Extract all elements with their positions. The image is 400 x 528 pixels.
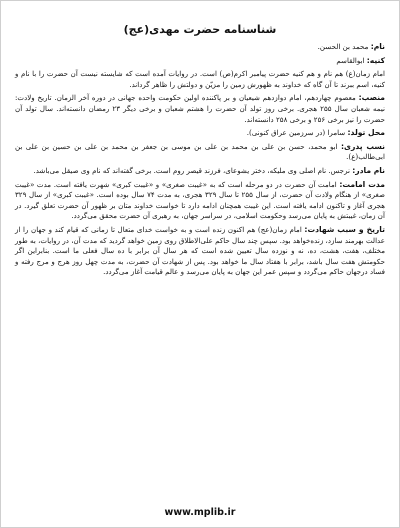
section-label: نسب پدری:: [340, 141, 385, 151]
section-label: مدت امامت:: [339, 179, 385, 189]
section-mother: [15, 166, 385, 177]
page-title: شناسنامه حضرت مهدی(عج): [123, 23, 277, 36]
section-label: محل تولد:: [347, 128, 385, 138]
section-name: [15, 42, 385, 53]
section-birthplace: [15, 128, 385, 139]
document-body: [15, 42, 385, 278]
section-text: امام زمان(ع) هم نام و هم کنیه حضرت پیامبر اکرم(ص) است. در روایات آمده است که شایسته نیست آن حضرت را با نام و کنیه، اسم ببرند تا آن گاه که خداوند به ظهورش زمین را مزیّن و دولتش را ظاهر گرداند.: [15, 69, 385, 89]
section-text: امام زمان(عج) هم اکنون زنده است و به خواست خدای متعال تا زمانی که قیام کند و جهان را از عدالت بهرمند سازد، زنده‌خواهد بود. سپس چند سال حاکم علی‌الاطلاق روی زمین خواهد گردید که مدت آن، در روایات، به طور مختلف، هفت، هشت، ده، نه و نوزده سال تعیین شده است که هر سال آن برابر با ده سال فعلی ما است. بنابراین اگر حکومتش هفت سال باشد، برابر با هفتاد سال ما خواهد بود. پس از شهادت آن حضرت، به مدت چهل روز هرج و مرج رفته و فساد درجهان حاکم می‌گردد و سپس عمر این جهان به پایان می‌رسد و عالم قیامت آغاز می‌گردد.: [15, 224, 385, 277]
section-position: [15, 93, 385, 125]
section-label: تاریخ و سبب شهادت:: [304, 224, 385, 234]
section-label: منصب:: [358, 93, 385, 103]
section-kunya: [15, 56, 385, 67]
footer-url: www.mplib.ir: [164, 507, 236, 518]
section-kunya-note: [15, 69, 385, 90]
section-text: محمد بن الحسن.: [317, 42, 371, 51]
section-martyrdom: [15, 225, 385, 278]
section-label: کنیه:: [366, 55, 385, 65]
section-text: امامت آن حضرت در دو مرحله است که به «غیبت صغری» و «غیبت کبری» شهرت یافته است. مدت «غیبت صغری» از هنگام ولادت آن حضرت، از سال ۲۵۵ تا سال ۳۲۹ هجری، به مدت ۷۴ سال بوده است. «غیبت کبری» از سال ۳۲۹ هجری آغاز و تاکنون ادامه یافته است. این غیبت همچنان ادامه دارد تا خواست خداوند متان بر ظهور آن حضرت تعلق گیرد. در آن زمان، غیبتش به پایان می‌رسد وحکومت اسلامی، در سراسر جهان، به رهبری آن حضرت محقق می‌گردد.: [15, 179, 385, 221]
section-text: ابوالقاسم: [336, 55, 367, 65]
section-text: معصوم چهاردهم، امام دوازدهم شیعیان و بر پاکننده اولین حکومت واحده جهانی در دوره آخر الزمان. تاریخ ولادت: نیمه شعبان سال ۲۵۵ هجری. برخی روز تولد آن حضرت را هشتم شعبان و برخی دیگر ۲۳ رمضان دانسته‌اند. سال تولد آن حضرت را نیز برخی ۲۵۶ و برخی ۲۵۸ دانسته‌اند.: [15, 93, 385, 124]
section-label: نام:: [370, 42, 385, 51]
section-text: نرجس. نام اصلی وی ملیکه، دختر یشوعای، فرزند قیصر روم است. برخی گفته‌اند که نام وی صیقل می‌باشد.: [33, 165, 353, 175]
section-lineage: [15, 142, 385, 163]
section-label: نام مادر:: [352, 165, 385, 175]
section-imamate: [15, 180, 385, 222]
section-text: سامرا (در سرزمین عراق کنونی).: [246, 128, 348, 138]
section-text: ابو محمد، حسن بن علی بن محمد بن علی بن موسی بن جعفر بن محمد بن علی بن حسین بن علی بن ابی‌طالب(ع).: [15, 141, 385, 162]
